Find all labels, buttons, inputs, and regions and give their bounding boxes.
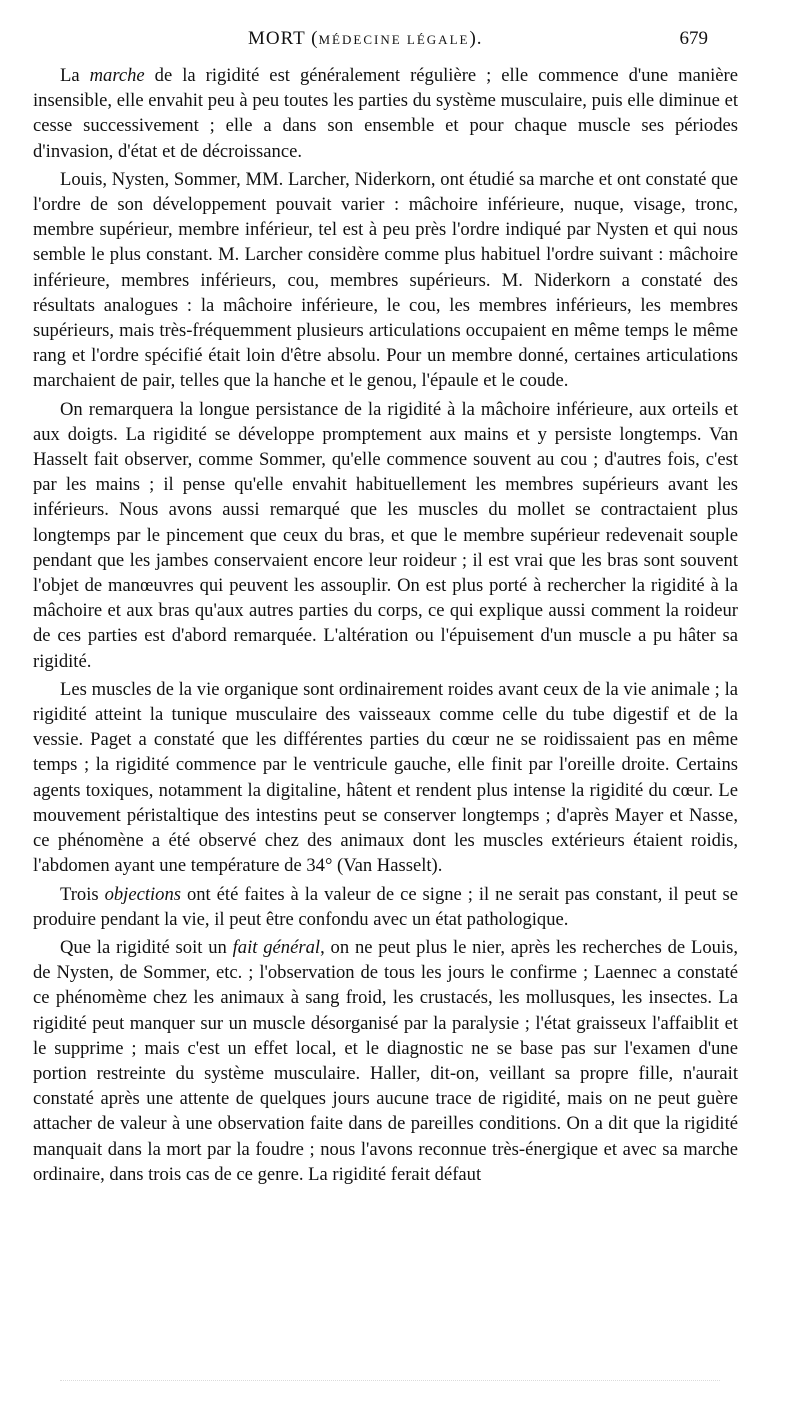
paragraph-4: Les muscles de la vie organique sont ordinairement roides avant ceux de la vie animale ; la rigidité atteint la tunique musculaire des vaisseaux comme celle du tube digestif et de la vessie. Paget a constaté que les différentes parties du cœur ne se roidissaient pas en même temps ; la rigidité commence par le ventricule gauche, elle finit par l'oreille droite. Certains agents toxiques, notamment la digitaline, hâtent et rendent plus intense la rigidité du cœur. Le mouvement péristaltique des intestins peut se conserver longtemps ; d'après Mayer et Nasse, ce phénomène a été observé chez des animaux dont les muscles extérieurs étaient roidis, l'abdomen ayant une température de 34° (Van Hasselt). [33,678,738,877]
running-title-end: ). [469,28,483,49]
running-title-main: MORT ( [248,28,319,49]
paragraph-6-text-b: , on ne peut plus le nier, après les recherches de Louis, de Nysten, de Sommer, etc. ; l'observation de tous les jours le confirme ; Laennec a constaté ce phénomème chez les animaux à sang froid, les crustacés, les mollusques, les insectes. La rigidité peut manquer sur un muscle désorganisé par la paralysie ; l'état graisseux l'affaiblit et le supprime ; mais c'est un effet local, et le diagnostic ne se base pas sur l'examen d'une portion restreinte du système musculaire. Haller, dit-on, veillant sa propre fille, n'aurait constaté après une attente de quelques jours aucune trace de rigidité, mais on ne peut guère attacher de valeur à une observation faite dans de pareilles conditions. On a dit que la rigidité manquait dans la mort par la foudre ; nous l'avons reconnue très-énergique et avec sa marche ordinaire, dans trois cas de ce genre. La rigidité ferait défaut [33,936,738,1185]
paragraph-1 [33,63,738,164]
paragraph-5 [33,882,738,932]
running-title [248,28,483,50]
paragraph-1-emphasis: marche [89,65,145,86]
paragraph-6-text-a: Que la rigidité soit un [60,936,233,958]
bottom-print-noise [60,1380,720,1385]
paragraph-2: Louis, Nysten, Sommer, MM. Larcher, Niderkorn, ont étudié sa marche et ont constaté que l'ordre de son développement pouvait varier : mâchoire inférieure, nuque, visage, tronc, membre supérieur, membre inférieur, tel est à peu près l'ordre indiqué par Nysten et qui nous semble le plus constant. M. Larcher considère comme plus habituel l'ordre suivant : mâchoire inférieure, membres inférieurs, cou, membres supérieurs. M. Niderkorn a constaté des résultats analogues : la mâchoire inférieure, le cou, les membres inférieurs, les membres supérieurs, mais très-fréquemment plusieurs articulations occupaient en même temps le même rang et l'ordre spécifié était loin d'être absolu. Pour un membre donné, certaines articulations marchaient de pair, telles que la hanche et le genou, l'épaule et le coude. [33,168,738,392]
paragraph-1-text-b: de la rigidité est généralement régulière ; elle commence d'une manière insensible, elle envahit peu à peu toutes les parties du système musculaire, puis elle diminue et cesse successivement ; elle a dans son ensemble et pour chaque muscle ses périodes d'invasion, d'état et de décroissance. [33,65,738,162]
paragraph-3: On remarquera la longue persistance de la rigidité à la mâchoire inférieure, aux orteils et aux doigts. La rigidité se développe promptement aux mains et y persiste longtemps. Van Hasselt fait observer, comme Sommer, qu'elle commence souvent au cou ; d'autres fois, c'est par les mains ; il pense qu'elle envahit habituellement les membres supérieurs avant les inférieurs. Nous avons aussi remarqué que les muscles du mollet se contractaient plus longtemps par le pincement que ceux du bras, et que le membre supérieur redevenait souple pendant que les jambes conservaient encore leur roideur ; il est vrai que les bras sont souvent l'objet de manœuvres qui peuvent les assouplir. On est plus porté à rechercher la rigidité à la mâchoire et aux bras qu'aux autres parties du corps, ce qui explique aussi comment la roideur de ces parties est d'abord remarquée. L'altération ou l'épuisement d'un muscle a pu hâter sa rigidité. [33,398,738,672]
paragraph-6-emphasis: fait général [232,936,321,958]
running-title-small-caps: MÉDECINE LÉGALE [318,32,470,47]
running-head [0,28,800,56]
paragraph-5-text-a: Trois [60,883,105,905]
body-text [33,63,738,1190]
paragraph-5-emphasis: objections [104,883,181,905]
paragraph-5-text-b: ont été faites à la valeur de ce signe ; il ne serait pas constant, il peut se produire pendant la vie, il peut être confondu avec un état pathologique. [33,883,738,930]
page-number: 679 [679,28,708,49]
paragraph-1-text-a: La [60,65,90,86]
paragraph-6 [33,935,738,1187]
